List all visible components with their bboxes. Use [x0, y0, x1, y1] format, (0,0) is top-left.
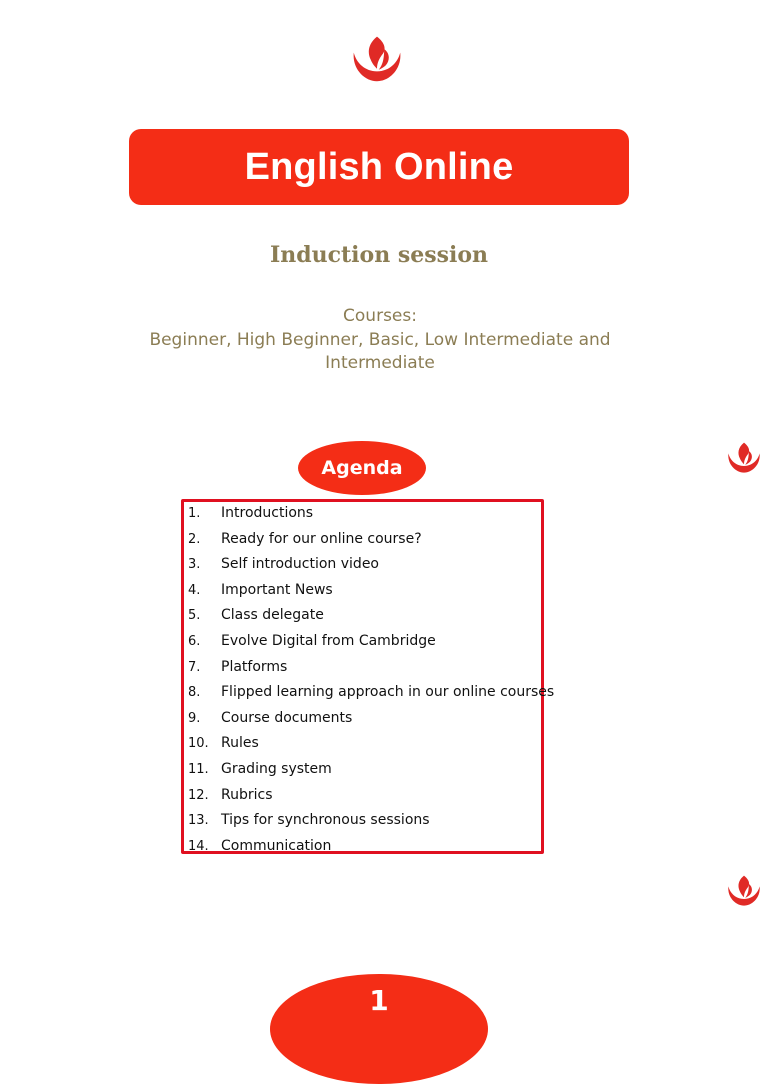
agenda-item: [184, 835, 541, 861]
courses-line-1: Beginner, High Beginner, Basic, Low Intermediate and: [149, 329, 611, 350]
agenda-item-label: Grading system: [221, 760, 332, 777]
page-number-badge: [270, 974, 488, 1084]
courses-heading: Courses:: [343, 306, 417, 326]
agenda-item: [184, 604, 541, 630]
agenda-item: [184, 528, 541, 554]
agenda-item: [184, 784, 541, 810]
subtitle: Induction session: [269, 242, 489, 268]
page-number: 1: [369, 984, 389, 1017]
flame-logo-icon: [726, 440, 762, 474]
agenda-item: [184, 732, 541, 758]
agenda-item: [184, 656, 541, 682]
courses-line-2: Intermediate: [325, 353, 435, 373]
agenda-item-number: 1.: [188, 506, 201, 521]
agenda-item-number: 5.: [188, 608, 201, 624]
agenda-item-number: 12.: [188, 787, 209, 803]
agenda-item-number: 14.: [188, 838, 209, 854]
agenda-item-number: 10.: [188, 736, 209, 752]
agenda-item: [184, 502, 541, 528]
agenda-item-number: 6.: [188, 633, 201, 649]
agenda-item-number: 4.: [188, 582, 201, 598]
agenda-item: [184, 707, 541, 733]
flame-logo-icon: [350, 33, 404, 83]
agenda-item-label: Communication: [221, 837, 332, 854]
agenda-item: [184, 758, 541, 784]
agenda-badge: [298, 441, 426, 495]
agenda-label: Agenda: [321, 457, 403, 479]
agenda-item: [184, 553, 541, 579]
agenda-item: [184, 579, 541, 605]
agenda-item-label: Evolve Digital from Cambridge: [221, 632, 436, 649]
agenda-item-label: Course documents: [221, 709, 353, 726]
agenda-item-label: Ready for our online course?: [221, 530, 422, 547]
agenda-item-label: Platforms: [221, 658, 288, 675]
agenda-item-number: 13.: [188, 813, 209, 829]
agenda-list: [184, 502, 555, 860]
agenda-item-label: Flipped learning approach in our online courses: [221, 684, 555, 701]
agenda-item-label: Important News: [221, 581, 333, 598]
flame-logo-icon: [726, 873, 762, 907]
agenda-item-label: Rules: [221, 735, 259, 752]
agenda-item-label: Class delegate: [221, 607, 324, 624]
agenda-item: [184, 681, 555, 707]
agenda-item-number: 3.: [188, 557, 201, 573]
agenda-item-label: Tips for synchronous sessions: [221, 812, 430, 829]
agenda-list-box: [181, 499, 555, 854]
agenda-item-number: 7.: [188, 659, 201, 675]
agenda-item-label: Introductions: [221, 505, 314, 521]
title-banner: [129, 129, 629, 205]
agenda-item-label: Self introduction video: [221, 556, 379, 573]
agenda-item-label: Rubrics: [221, 786, 273, 803]
agenda-item-number: 2.: [188, 531, 201, 547]
page-title: English Online: [244, 145, 514, 188]
courses-block: [120, 305, 640, 376]
agenda-item-number: 8.: [188, 685, 201, 701]
agenda-item: [184, 630, 541, 656]
agenda-item-number: 11.: [188, 761, 209, 777]
agenda-item-number: 9.: [188, 710, 201, 726]
agenda-item: [184, 809, 541, 835]
